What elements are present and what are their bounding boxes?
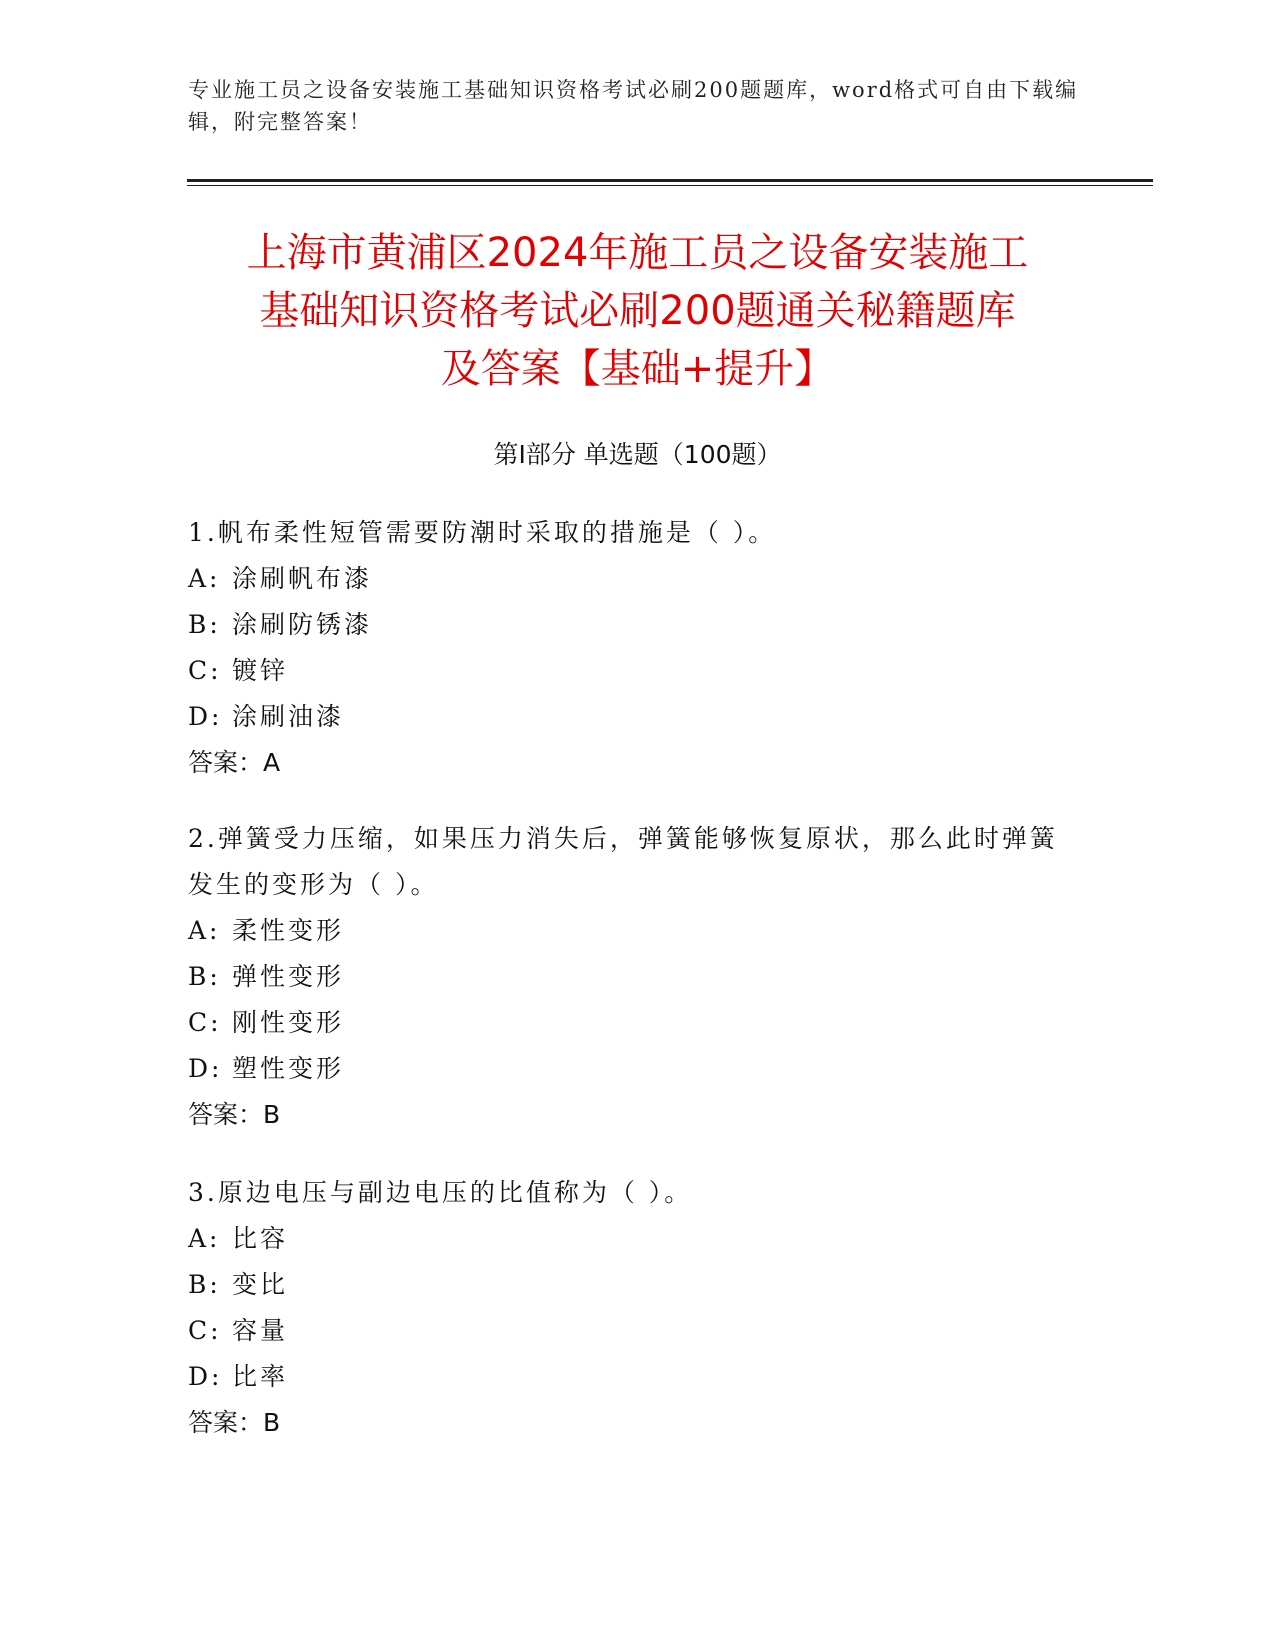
- option-text: 镀锌: [232, 656, 289, 685]
- title-line-1: 上海市黄浦区2024年施工员之设备安装施工: [246, 230, 1029, 276]
- option-key: C:: [188, 656, 222, 685]
- title-line-3: 及答案【基础+提升】: [440, 346, 835, 392]
- header-rule-thin: [187, 185, 1153, 186]
- header-note: 专业施工员之设备安装施工基础知识资格考试必刷200题题库，word格式可自由下载编辑，附完整答案！: [188, 78, 1079, 134]
- option-text: 容量: [232, 1316, 289, 1345]
- option-a: [188, 1216, 1068, 1262]
- question-stem: 2.弹簧受力压缩，如果压力消失后，弹簧能够恢复原状，那么此时弹簧发生的变形为（ ）。: [188, 824, 1058, 899]
- option-key: B:: [188, 962, 221, 991]
- option-c: [188, 1308, 1068, 1354]
- option-text: 比容: [232, 1224, 289, 1253]
- option-text: 塑性变形: [232, 1054, 345, 1083]
- section-heading: 第Ⅰ部分 单选题（100题）: [493, 440, 782, 469]
- option-key: D:: [188, 1054, 223, 1083]
- option-key: B:: [188, 610, 221, 639]
- option-b: [188, 602, 1068, 648]
- option-d: [188, 1354, 1068, 1400]
- option-key: D:: [188, 1362, 223, 1391]
- option-text: 涂刷帆布漆: [232, 564, 373, 593]
- option-key: A:: [188, 1224, 221, 1253]
- answer-line: 答案：B: [188, 1100, 281, 1129]
- option-text: 比率: [232, 1362, 289, 1391]
- option-text: 变比: [232, 1270, 289, 1299]
- option-a: [188, 908, 1068, 954]
- option-text: 涂刷油漆: [232, 702, 345, 731]
- answer-line: 答案：A: [188, 748, 281, 777]
- option-key: A:: [188, 564, 221, 593]
- option-d: [188, 1046, 1068, 1092]
- option-text: 弹性变形: [232, 962, 345, 991]
- option-a: [188, 556, 1068, 602]
- question-3: [188, 1170, 1068, 1446]
- option-text: 柔性变形: [232, 916, 345, 945]
- answer-line: 答案：B: [188, 1408, 281, 1437]
- option-key: C:: [188, 1008, 222, 1037]
- option-text: 涂刷防锈漆: [232, 610, 373, 639]
- question-stem: 3.原边电压与副边电压的比值称为（ ）。: [188, 1178, 693, 1207]
- option-c: [188, 648, 1068, 694]
- option-key: B:: [188, 1270, 221, 1299]
- header-rule-thick: [187, 179, 1153, 182]
- option-key: C:: [188, 1316, 222, 1345]
- option-text: 刚性变形: [232, 1008, 345, 1037]
- option-c: [188, 1000, 1068, 1046]
- title-line-2: 基础知识资格考试必刷200题通关秘籍题库: [259, 288, 1016, 334]
- option-d: [188, 694, 1068, 740]
- question-2: [188, 816, 1068, 1138]
- option-b: [188, 1262, 1068, 1308]
- option-key: D:: [188, 702, 223, 731]
- question-stem: 1.帆布柔性短管需要防潮时采取的措施是（ ）。: [188, 518, 777, 547]
- document-title: [170, 224, 1105, 398]
- option-b: [188, 954, 1068, 1000]
- question-1: [188, 510, 1068, 786]
- option-key: A:: [188, 916, 221, 945]
